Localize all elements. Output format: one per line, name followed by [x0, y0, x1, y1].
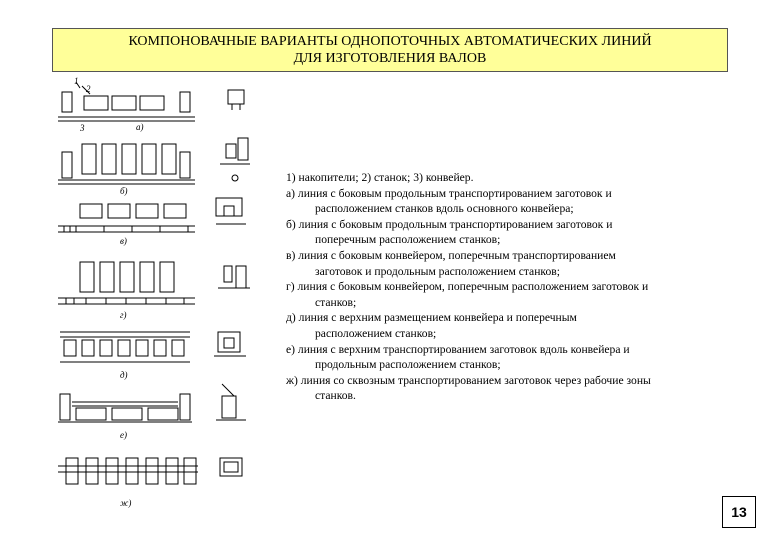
legend-text [286, 170, 736, 404]
legend-item-v [286, 248, 736, 279]
legend-item-a-line2: расположением станков вдоль основного конвейера; [315, 202, 574, 216]
legend-item-zh [286, 373, 736, 404]
variant-label-g: г) [120, 310, 127, 320]
title-line-2: ДЛЯ ИЗГОТОВЛЕНИЯ ВАЛОВ [293, 51, 487, 66]
legend-item-v-line2: заготовок и продольным расположением станков; [315, 264, 560, 278]
scheme-b [58, 138, 250, 184]
layout-schemes-figure [50, 74, 265, 520]
callout-1: 1 [74, 76, 79, 86]
variant-label-v: в) [120, 236, 127, 246]
legend-item-a [286, 186, 736, 217]
legend-item-e [286, 342, 736, 373]
variant-label-zh: ж) [120, 498, 132, 508]
legend-item-zh-line2: станков. [315, 389, 356, 403]
legend-item-b-line2: поперечным расположением станков; [315, 233, 501, 247]
slide-title [52, 28, 728, 72]
scheme-g [58, 262, 250, 304]
page-number: 13 [722, 496, 756, 528]
variant-label-e: е) [120, 430, 127, 440]
callout-3: 3 [80, 123, 85, 133]
legend-item-d [286, 310, 736, 341]
variant-label-a: а) [136, 122, 144, 132]
legend-item-b-line1: б) линия с боковым продольным транспортированием заготовок и [286, 217, 613, 231]
legend-item-zh-line1: ж) линия со сквозным транспортированием заготовок через рабочие зоны [286, 373, 651, 387]
legend-item-a-line1: а) линия с боковым продольным транспортированием заготовок и [286, 186, 612, 200]
variant-label-b: б) [120, 186, 128, 196]
legend-item-d-line2: расположением станков; [315, 326, 437, 340]
scheme-e [58, 384, 246, 422]
legend-item-b [286, 217, 736, 248]
callout-2: 2 [86, 84, 91, 94]
scheme-zh [58, 458, 242, 484]
legend-intro: 1) накопители; 2) станок; 3) конвейер. [286, 171, 474, 184]
legend-item-d-line1: д) линия с верхним размещением конвейера и поперечным [286, 311, 577, 325]
variant-label-d: д) [120, 370, 128, 380]
legend-item-v-line1: в) линия с боковым конвейером, поперечным транспортированием [286, 248, 616, 262]
scheme-v [58, 198, 246, 232]
legend-item-e-line1: е) линия с верхним транспортированием заготовок вдоль конвейера и [286, 342, 630, 356]
title-line-1: КОМПОНОВАЧНЫЕ ВАРИАНТЫ ОДНОПОТОЧНЫХ АВТОМАТИЧЕСКИХ ЛИНИЙ [128, 34, 652, 49]
legend-item-g-line1: г) линия с боковым конвейером, поперечным расположением заготовок и [286, 280, 649, 294]
legend-item-e-line2: продольным расположением станков; [315, 358, 501, 372]
scheme-d [60, 332, 246, 362]
legend-item-g-line2: станков; [315, 295, 357, 309]
legend-item-g [286, 279, 736, 310]
